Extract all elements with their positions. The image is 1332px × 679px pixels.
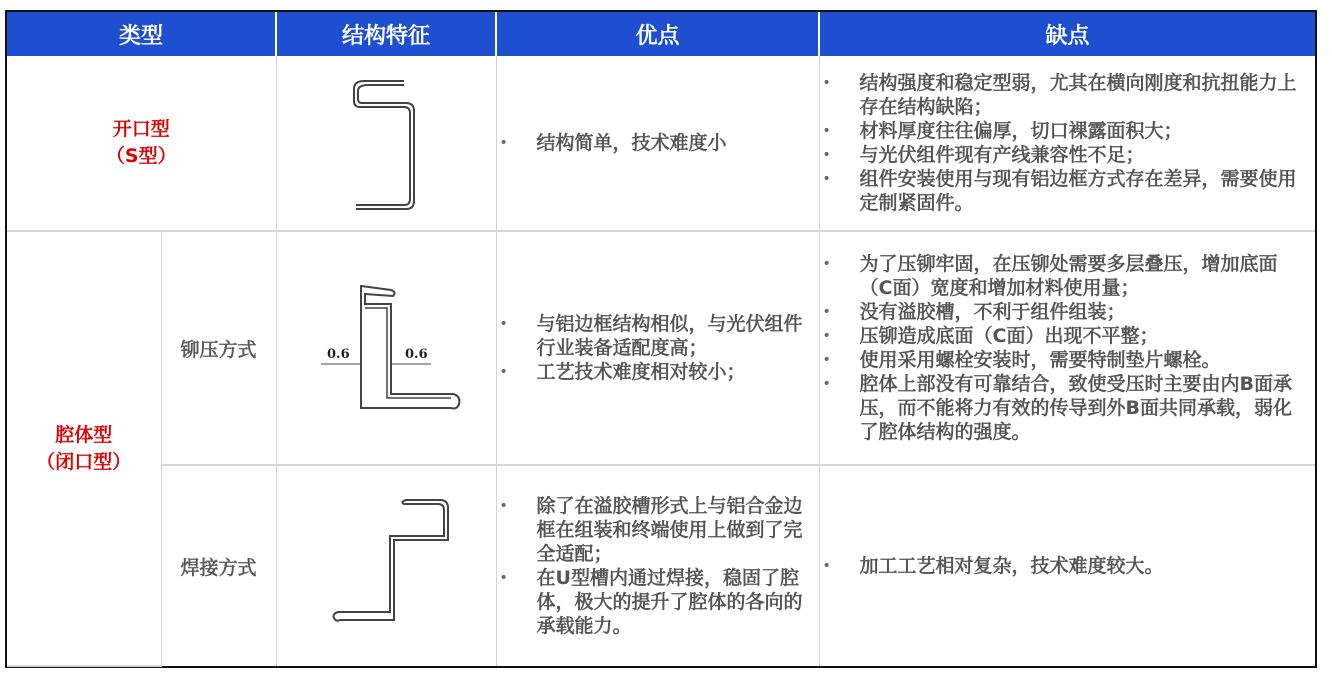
s-profile-drawing bbox=[346, 73, 426, 213]
welded-structure-cell bbox=[276, 465, 496, 666]
list-item: • 与光伏组件现有产线兼容性不足； bbox=[820, 143, 1316, 167]
open-type-name: 开口型 bbox=[112, 118, 170, 140]
riveted-method-cell: 铆压方式 bbox=[161, 231, 276, 465]
list-item: • 加工工艺相对复杂，技术难度较大。 bbox=[820, 554, 1316, 578]
welded-profile-drawing bbox=[316, 496, 456, 636]
riveted-cons-list bbox=[820, 252, 1316, 444]
list-item: • 组件安装使用与现有铝边框方式存在差异，需要使用定制紧固件。 bbox=[820, 167, 1316, 215]
frame-type-comparison-table bbox=[7, 12, 1315, 667]
dimension-left-label: 0.6 bbox=[327, 347, 350, 362]
list-item: • 使用采用螺栓安装时，需要特制垫片螺栓。 bbox=[820, 348, 1316, 372]
riveted-pros-cell bbox=[496, 231, 819, 465]
welded-pros-list bbox=[497, 494, 819, 638]
list-item: • 工艺技术难度相对较小； bbox=[497, 360, 819, 384]
row-cavity-welded bbox=[7, 465, 1315, 666]
list-item: • 材料厚度往往偏厚，切口裸露面积大； bbox=[820, 119, 1316, 143]
open-pros-cell bbox=[496, 56, 819, 231]
open-cons-list bbox=[820, 71, 1316, 215]
dimension-right-label: 0.6 bbox=[405, 347, 428, 362]
list-item: • 没有溢胶槽，不利于组件组装； bbox=[820, 300, 1316, 324]
welded-cons-cell bbox=[819, 465, 1315, 666]
list-item: • 结构简单，技术难度小 bbox=[497, 131, 819, 155]
header-row bbox=[7, 12, 1315, 56]
welded-pros-cell bbox=[496, 465, 819, 666]
list-item: • 在U型槽内通过焊接，稳固了腔体，极大的提升了腔体的各向的承载能力。 bbox=[497, 566, 819, 638]
riveted-profile-drawing bbox=[301, 268, 471, 428]
list-item: • 除了在溢胶槽形式上与铝合金边框在组装和终端使用上做到了完全适配； bbox=[497, 494, 819, 566]
welded-cons-list bbox=[820, 554, 1316, 578]
list-item: • 为了压铆牢固，在压铆处需要多层叠压，增加底面（C面）宽度和增加材料使用量； bbox=[820, 252, 1316, 300]
header-type: 类型 bbox=[7, 12, 276, 56]
riveted-pros-list bbox=[497, 312, 819, 384]
list-item: • 结构强度和稳定型弱，尤其在横向刚度和抗扭能力上存在结构缺陷； bbox=[820, 71, 1316, 119]
header-pros: 优点 bbox=[496, 12, 819, 56]
open-type-alias: （S型） bbox=[105, 145, 177, 167]
cavity-type-name: 腔体型 bbox=[55, 423, 113, 446]
open-cons-cell bbox=[819, 56, 1315, 231]
riveted-structure-cell bbox=[276, 231, 496, 465]
cavity-type-alias: （闭口型） bbox=[36, 450, 132, 473]
open-pros-list bbox=[497, 131, 819, 155]
welded-method-cell: 焊接方式 bbox=[161, 465, 276, 666]
row-open-type bbox=[7, 56, 1315, 231]
list-item: • 压铆造成底面（C面）出现不平整； bbox=[820, 324, 1316, 348]
header-cons: 缺点 bbox=[819, 12, 1315, 56]
header-structure: 结构特征 bbox=[276, 12, 496, 56]
cavity-type-cell bbox=[7, 231, 161, 666]
row-cavity-riveted bbox=[7, 231, 1315, 465]
comparison-table-frame bbox=[5, 10, 1317, 668]
open-structure-cell bbox=[276, 56, 496, 231]
riveted-cons-cell bbox=[819, 231, 1315, 465]
list-item: • 与铝边框结构相似，与光伏组件行业装备适配度高； bbox=[497, 312, 819, 360]
open-type-cell bbox=[7, 56, 276, 231]
list-item: • 腔体上部没有可靠结合，致使受压时主要由内B面承压，而不能将力有效的传导到外B面共同承载，弱化了腔体结构的强度。 bbox=[820, 372, 1316, 444]
